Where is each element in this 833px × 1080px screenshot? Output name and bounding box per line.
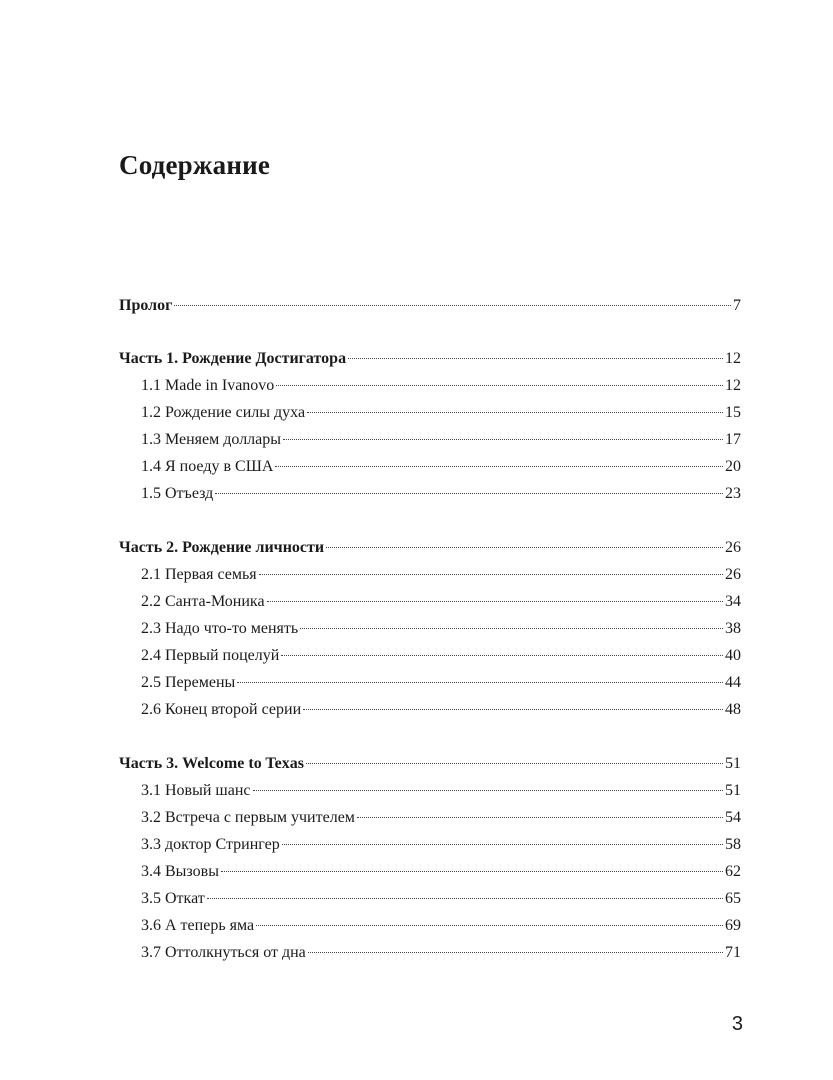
toc-chapter-2-4[interactable] (141, 642, 741, 669)
dot-leader (306, 763, 723, 764)
toc-chapter-1-1[interactable] (141, 372, 741, 399)
toc-entry-label: 1.1 Made in Ivanovo (141, 377, 275, 394)
toc-chapter-3-3[interactable] (141, 831, 741, 858)
toc-entry-label: 2.1 Первая семья (141, 566, 257, 583)
toc-entry-label: 2.6 Конец второй серии (141, 701, 302, 718)
toc-prologue[interactable] (119, 292, 741, 319)
toc-entry-label: 1.2 Рождение силы духа (141, 404, 306, 421)
dot-leader (267, 601, 723, 602)
dot-leader (174, 305, 731, 306)
toc-chapter-1-5[interactable] (141, 480, 741, 507)
toc-entry-label: 2.5 Перемены (141, 674, 236, 691)
toc-chapter-3-7[interactable] (141, 939, 741, 966)
dot-leader (215, 493, 723, 494)
toc-part-label: Часть 2. Рождение личности (119, 539, 325, 556)
toc-entry-page: 12 (725, 377, 741, 394)
toc-entry-page: 69 (725, 917, 741, 934)
toc-entry-page: 48 (725, 701, 741, 718)
toc-chapter-2-3[interactable] (141, 615, 741, 642)
dot-leader (303, 709, 723, 710)
toc-chapter-1-2[interactable] (141, 399, 741, 426)
toc-entry-label: 3.5 Откат (141, 890, 205, 907)
toc-entry-page: 71 (725, 944, 741, 961)
toc-entry-label: Пролог (119, 297, 173, 314)
dot-leader (221, 871, 723, 872)
toc-entry-page: 58 (725, 836, 741, 853)
toc-part-page: 26 (725, 539, 741, 556)
toc-entry-page: 65 (725, 890, 741, 907)
toc-chapter-2-2[interactable] (141, 588, 741, 615)
dot-leader (275, 466, 723, 467)
toc-entry-label: 3.1 Новый шанс (141, 782, 251, 799)
toc-chapter-2-1[interactable] (141, 561, 741, 588)
toc-entry-label: 2.4 Первый поцелуй (141, 647, 280, 664)
toc-chapter-2-5[interactable] (141, 669, 741, 696)
toc-chapter-1-4[interactable] (141, 453, 741, 480)
toc-part-3[interactable] (119, 750, 741, 777)
toc-entry-page: 51 (725, 782, 741, 799)
dot-leader (308, 952, 723, 953)
dot-leader (207, 898, 723, 899)
toc-entry-page: 44 (725, 674, 741, 691)
toc-part-2[interactable] (119, 534, 741, 561)
toc-part-1[interactable] (119, 345, 741, 372)
toc-entry-page: 17 (725, 431, 741, 448)
dot-leader (276, 385, 723, 386)
dot-leader (281, 655, 723, 656)
toc-entry-page: 62 (725, 863, 741, 880)
toc-entry-label: 3.7 Оттолкнуться от дна (141, 944, 306, 961)
dot-leader (237, 682, 723, 683)
toc-chapter-3-5[interactable] (141, 885, 741, 912)
toc-chapter-3-6[interactable] (141, 912, 741, 939)
dot-leader (348, 358, 723, 359)
toc-part-page: 12 (725, 350, 741, 367)
toc-entry-label: 1.4 Я поеду в США (141, 458, 274, 475)
dot-leader (357, 817, 723, 818)
toc-entry-page: 15 (725, 404, 741, 421)
toc-part-label: Часть 3. Welcome to Texas (119, 755, 304, 772)
toc-entry-label: 2.3 Надо что-то менять (141, 620, 299, 637)
dot-leader (326, 547, 723, 548)
toc-entry-page: 23 (725, 485, 741, 502)
toc-entry-page: 40 (725, 647, 741, 664)
toc-chapter-2-6[interactable] (141, 696, 741, 723)
toc-entry-label: 3.2 Встреча с первым учителем (141, 809, 355, 826)
dot-leader (259, 574, 723, 575)
toc-part-label: Часть 1. Рождение Достигатора (119, 350, 347, 367)
toc-entry-label: 3.3 доктор Стрингер (141, 836, 280, 853)
toc-entry-page: 34 (725, 593, 741, 610)
dot-leader (282, 844, 723, 845)
toc-part-page: 51 (725, 755, 741, 772)
toc-chapter-3-1[interactable] (141, 777, 741, 804)
dot-leader (283, 439, 723, 440)
dot-leader (256, 925, 723, 926)
dot-leader (253, 790, 723, 791)
toc-chapter-3-2[interactable] (141, 804, 741, 831)
toc-chapter-3-4[interactable] (141, 858, 741, 885)
toc-chapter-1-3[interactable] (141, 426, 741, 453)
toc-entry-page: 54 (725, 809, 741, 826)
toc-entry-label: 1.3 Меняем доллары (141, 431, 282, 448)
toc-entry-label: 2.2 Санта-Моника (141, 593, 265, 610)
toc-entry-label: 3.6 А теперь яма (141, 917, 255, 934)
page-title: Содержание (119, 150, 271, 180)
toc-entry-label: 1.5 Отъезд (141, 485, 214, 502)
toc-entry-page: 20 (725, 458, 741, 475)
dot-leader (307, 412, 723, 413)
toc-entry-label: 3.4 Вызовы (141, 863, 219, 880)
table-of-contents (119, 292, 741, 966)
dot-leader (300, 628, 723, 629)
toc-entry-page: 38 (725, 620, 741, 637)
toc-entry-page: 26 (725, 566, 741, 583)
page-number: 3 (731, 1013, 743, 1035)
toc-entry-page: 7 (733, 297, 741, 314)
